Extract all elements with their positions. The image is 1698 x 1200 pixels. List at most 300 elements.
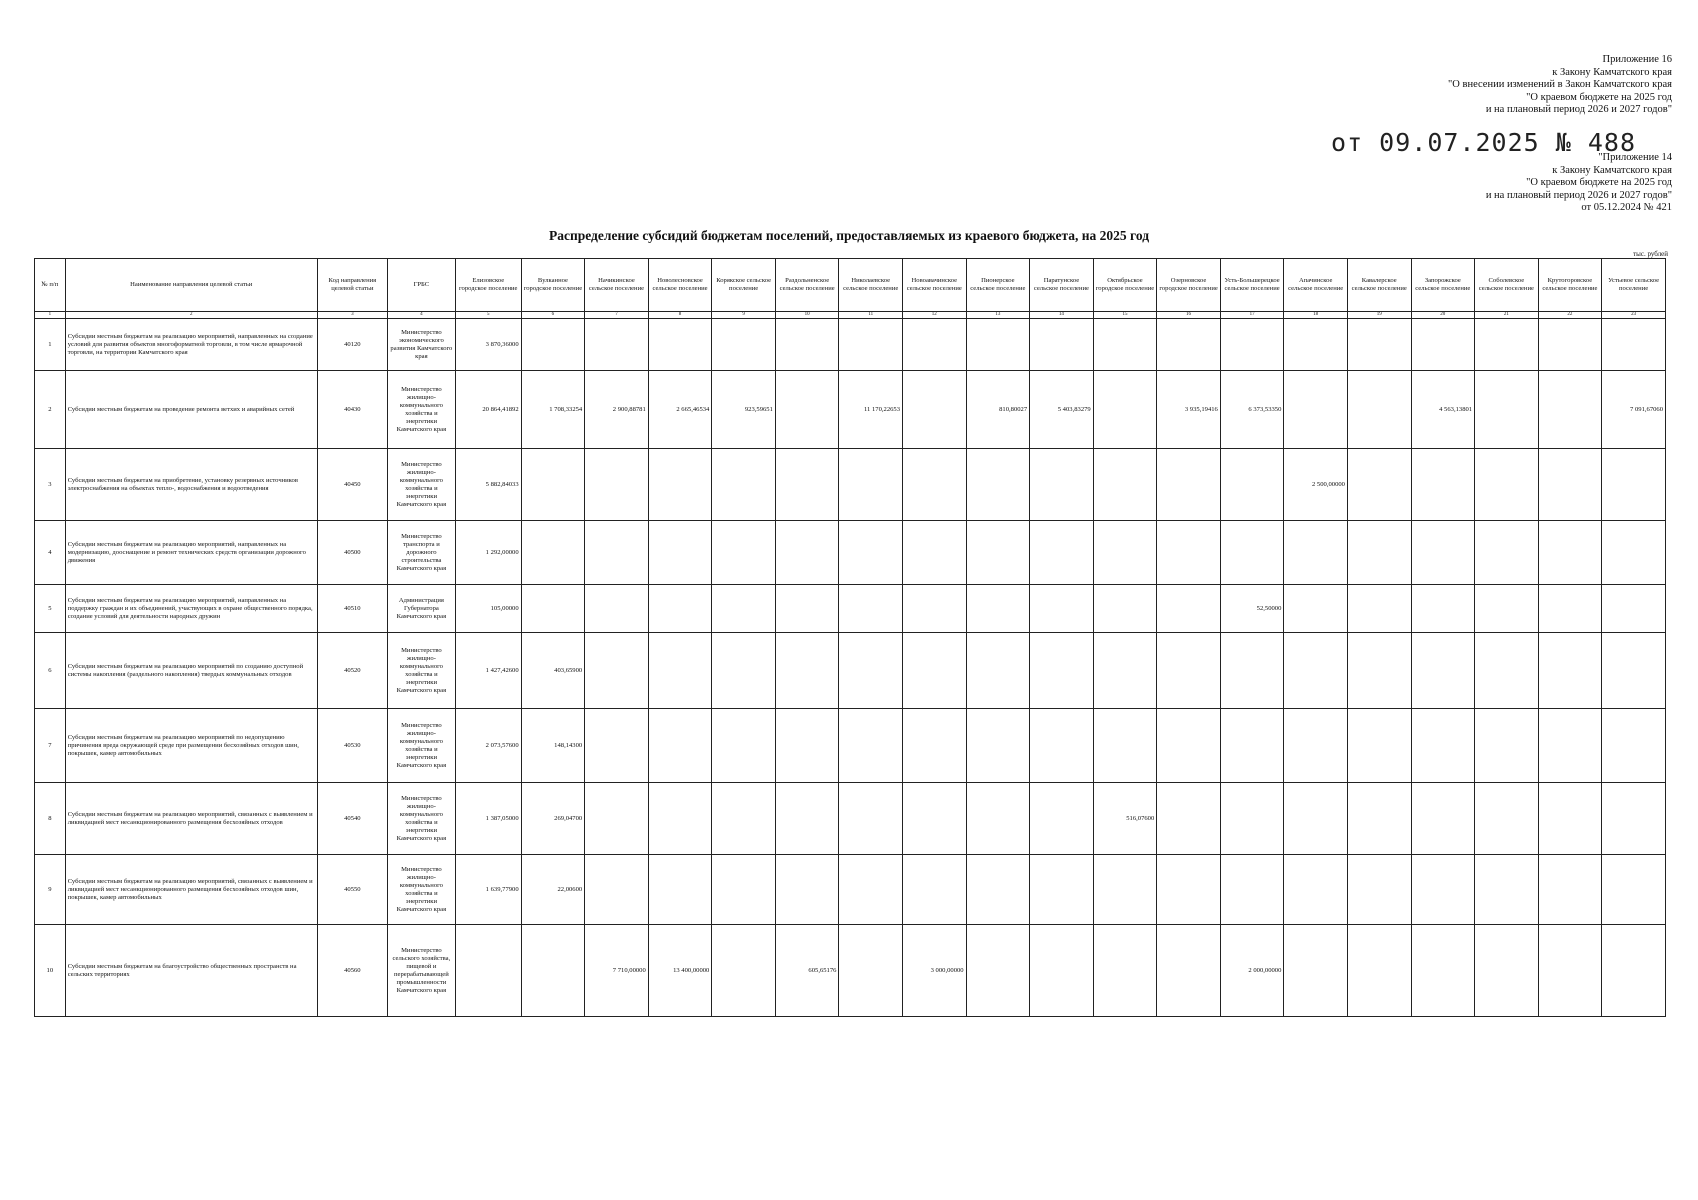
target-item-code-cell: 40540 (317, 783, 387, 855)
amount-cell (1030, 449, 1094, 521)
amount-cell (1538, 521, 1602, 585)
amount-cell (648, 585, 712, 633)
column-header: Устьевое сельское поселение (1602, 259, 1666, 312)
amount-cell (966, 521, 1030, 585)
amount-cell (712, 633, 776, 709)
amount-cell (585, 633, 649, 709)
grbs-cell: Министерство жилищно-коммунального хозяйства и энергетики Камчатского края (387, 783, 455, 855)
amount-cell (1347, 521, 1411, 585)
amount-cell (775, 319, 839, 371)
amount-cell: 105,00000 (455, 585, 521, 633)
grbs-cell: Министерство жилищно-коммунального хозяйства и энергетики Камчатского края (387, 709, 455, 783)
amount-cell (585, 585, 649, 633)
amount-cell (712, 449, 776, 521)
column-number: 13 (966, 312, 1030, 319)
table-row (35, 521, 1666, 585)
column-number: 18 (1284, 312, 1348, 319)
amount-cell (1220, 319, 1284, 371)
column-header: Октябрьское городское поселение (1093, 259, 1157, 312)
target-item-name-cell: Субсидии местным бюджетам на реализацию мероприятий, связанных с выявлением и ликвидацией мест несанкционированного размещения бесхозяйных отходов (65, 783, 317, 855)
amount-cell (1411, 521, 1475, 585)
table-row (35, 449, 1666, 521)
amount-cell (1602, 585, 1666, 633)
amount-cell (712, 783, 776, 855)
amount-cell (1538, 633, 1602, 709)
amount-cell (839, 709, 903, 783)
amount-cell (1475, 449, 1539, 521)
amount-cell (966, 709, 1030, 783)
original-appendix-header (1486, 152, 1672, 215)
appendix-line: от 05.12.2024 № 421 (1581, 202, 1672, 213)
column-number: 11 (839, 312, 903, 319)
amount-cell: 11 170,22653 (839, 371, 903, 449)
amount-cell (1220, 633, 1284, 709)
amount-cell (1030, 633, 1094, 709)
amount-cell (775, 783, 839, 855)
amount-cell (775, 449, 839, 521)
appendix-line: "Приложение 14 (1598, 152, 1672, 163)
amount-cell (839, 449, 903, 521)
amount-cell (903, 633, 967, 709)
amount-cell (1220, 521, 1284, 585)
amount-cell (1602, 319, 1666, 371)
column-header: Усть-Большерецкое сельское поселение (1220, 259, 1284, 312)
amount-cell (1220, 449, 1284, 521)
amount-cell (903, 319, 967, 371)
amount-cell (1157, 585, 1221, 633)
amount-cell (1093, 709, 1157, 783)
amount-cell (1411, 449, 1475, 521)
appendix-line: "О краевом бюджете на 2025 год (1526, 91, 1672, 103)
units-label: тыс. рублей (1633, 250, 1668, 258)
appendix-line: к Закону Камчатского края (1552, 164, 1672, 176)
amount-cell (1093, 449, 1157, 521)
amount-cell (839, 925, 903, 1017)
amount-cell (1538, 925, 1602, 1017)
subsidy-distribution-table (34, 258, 1666, 1017)
column-number: 21 (1475, 312, 1539, 319)
column-header: Крутогоровское сельское поселение (1538, 259, 1602, 312)
amount-cell: 1 708,33254 (521, 371, 585, 449)
column-header: Начикинское сельское поселение (585, 259, 649, 312)
column-number: 6 (521, 312, 585, 319)
amount-cell: 1 387,05000 (455, 783, 521, 855)
amount-cell (839, 319, 903, 371)
amount-cell (1411, 633, 1475, 709)
amount-cell (1347, 855, 1411, 925)
amount-cell (1411, 319, 1475, 371)
amount-cell (585, 521, 649, 585)
amount-cell (648, 855, 712, 925)
column-header: Новолесновское сельское поселение (648, 259, 712, 312)
amount-cell: 7 091,67060 (1602, 371, 1666, 449)
grbs-cell: Министерство жилищно-коммунального хозяйства и энергетики Камчатского края (387, 633, 455, 709)
amount-cell (585, 855, 649, 925)
amount-cell (903, 855, 967, 925)
target-item-name-cell: Субсидии местным бюджетам на реализацию мероприятий, связанных с выявлением и ликвидацией мест несанкционированного размещения бесхозяйных отходов шин, покрышек, камер автомобильных (65, 855, 317, 925)
amount-cell (455, 925, 521, 1017)
row-number-cell: 6 (35, 633, 66, 709)
amount-cell (1411, 855, 1475, 925)
amount-cell (1157, 521, 1221, 585)
table-row (35, 371, 1666, 449)
law-date-number-stamp: от 09.07.2025 № 488 (1331, 128, 1636, 157)
amount-cell (1030, 319, 1094, 371)
column-header: Наименование направления целевой статьи (65, 259, 317, 312)
table-row (35, 925, 1666, 1017)
column-header: Запорожское сельское поселение (1411, 259, 1475, 312)
column-number: 15 (1093, 312, 1157, 319)
amount-cell (1475, 585, 1539, 633)
amount-cell (966, 449, 1030, 521)
amount-cell (1411, 585, 1475, 633)
target-item-name-cell: Субсидии местным бюджетам на проведение ремонта ветхих и аварийных сетей (65, 371, 317, 449)
table-row (35, 783, 1666, 855)
amount-cell (1475, 521, 1539, 585)
amount-cell (966, 633, 1030, 709)
amount-cell (1475, 925, 1539, 1017)
amount-cell (1157, 319, 1221, 371)
amount-cell (1347, 709, 1411, 783)
column-number: 1 (35, 312, 66, 319)
amount-cell (966, 783, 1030, 855)
amount-cell (1093, 371, 1157, 449)
amount-cell (1284, 585, 1348, 633)
column-number: 22 (1538, 312, 1602, 319)
appendix-line: и на плановый период 2026 и 2027 годов" (1485, 104, 1672, 115)
amount-cell (1538, 319, 1602, 371)
column-number: 2 (65, 312, 317, 319)
amount-cell (1347, 449, 1411, 521)
amount-cell (1030, 709, 1094, 783)
amount-cell (903, 371, 967, 449)
amount-cell (1093, 855, 1157, 925)
amount-cell (775, 709, 839, 783)
amount-cell (903, 709, 967, 783)
target-item-code-cell: 40120 (317, 319, 387, 371)
amount-cell: 516,07600 (1093, 783, 1157, 855)
amount-cell (775, 521, 839, 585)
amount-cell (1284, 925, 1348, 1017)
amount-cell: 3 000,00000 (903, 925, 967, 1017)
amount-cell (648, 783, 712, 855)
amount-cell (966, 585, 1030, 633)
amount-cell: 2 900,88781 (585, 371, 649, 449)
amount-cell (585, 319, 649, 371)
column-number: 5 (455, 312, 521, 319)
amount-cell (1093, 585, 1157, 633)
amount-cell (903, 783, 967, 855)
amount-cell: 13 400,00000 (648, 925, 712, 1017)
amount-cell (1157, 449, 1221, 521)
table-row (35, 709, 1666, 783)
table-body (35, 319, 1666, 1017)
column-number: 10 (775, 312, 839, 319)
amount-cell: 5 403,83279 (1030, 371, 1094, 449)
amount-cell (1030, 783, 1094, 855)
target-item-code-cell: 40560 (317, 925, 387, 1017)
column-number: 7 (585, 312, 649, 319)
amount-cell (648, 709, 712, 783)
target-item-code-cell: 40500 (317, 521, 387, 585)
amount-cell (1538, 855, 1602, 925)
amount-cell (903, 521, 967, 585)
row-number-cell: 1 (35, 319, 66, 371)
amount-cell (1347, 371, 1411, 449)
amount-cell (1411, 925, 1475, 1017)
amount-cell (1411, 783, 1475, 855)
column-number: 23 (1602, 312, 1666, 319)
amount-cell (1030, 855, 1094, 925)
target-item-name-cell: Субсидии местным бюджетам на реализацию мероприятий по созданию доступной системы накопления (раздельного накопления) твердых коммунальных отходов (65, 633, 317, 709)
amount-cell: 7 710,00000 (585, 925, 649, 1017)
column-header: Кавалерское сельское поселение (1347, 259, 1411, 312)
grbs-cell: Министерство транспорта и дорожного строительства Камчатского края (387, 521, 455, 585)
amount-cell (1093, 925, 1157, 1017)
column-header: Код направления целевой статьи (317, 259, 387, 312)
amount-cell (775, 855, 839, 925)
amount-cell (585, 449, 649, 521)
amount-cell: 6 373,53350 (1220, 371, 1284, 449)
amount-cell: 52,50000 (1220, 585, 1284, 633)
amount-cell (1284, 319, 1348, 371)
table-row (35, 633, 1666, 709)
column-header: Пионерское сельское поселение (966, 259, 1030, 312)
amount-cell (966, 925, 1030, 1017)
appendix-line: "О краевом бюджете на 2025 год (1526, 177, 1672, 188)
amount-cell: 1 427,42600 (455, 633, 521, 709)
amount-cell (1030, 925, 1094, 1017)
target-item-name-cell: Субсидии местным бюджетам на реализацию мероприятий, направленных на модернизацию, дооснащение и ремонт технических средств организации дорожного движения (65, 521, 317, 585)
column-header: ГРБС (387, 259, 455, 312)
target-item-name-cell: Субсидии местным бюджетам на благоустройство общественных пространств на сельских территориях (65, 925, 317, 1017)
amount-cell (712, 585, 776, 633)
amount-cell (1157, 925, 1221, 1017)
amount-cell (966, 855, 1030, 925)
appendix-line: Приложение 16 (1602, 54, 1672, 65)
amount-cell: 148,14300 (521, 709, 585, 783)
column-number: 17 (1220, 312, 1284, 319)
table-row (35, 855, 1666, 925)
amount-cell (1093, 521, 1157, 585)
grbs-cell: Администрация Губернатора Камчатского края (387, 585, 455, 633)
target-item-code-cell: 40520 (317, 633, 387, 709)
amount-cell (648, 449, 712, 521)
amount-cell (521, 319, 585, 371)
amount-cell (1411, 709, 1475, 783)
appendix-line: к Закону Камчатского края (1552, 66, 1672, 78)
column-numbers-row (35, 312, 1666, 319)
amount-cell (1220, 709, 1284, 783)
column-number: 12 (903, 312, 967, 319)
row-number-cell: 8 (35, 783, 66, 855)
amount-cell (1157, 783, 1221, 855)
grbs-cell: Министерство жилищно-коммунального хозяйства и энергетики Камчатского края (387, 855, 455, 925)
amount-cell (585, 783, 649, 855)
amount-cell (712, 925, 776, 1017)
amount-cell (839, 783, 903, 855)
amount-cell: 810,80027 (966, 371, 1030, 449)
amount-cell (1475, 633, 1539, 709)
grbs-cell: Министерство жилищно-коммунального хозяйства и энергетики Камчатского края (387, 449, 455, 521)
column-header: Раздольненское сельское поселение (775, 259, 839, 312)
amount-cell (1475, 319, 1539, 371)
target-item-code-cell: 40550 (317, 855, 387, 925)
amount-cell (712, 709, 776, 783)
column-header: Озерновское городское поселение (1157, 259, 1221, 312)
amount-cell (1157, 633, 1221, 709)
target-item-name-cell: Субсидии местным бюджетам на реализацию мероприятий, направленных на поддержку граждан и их объединений, участвующих в охране общественного порядка, создание условий для деятельности народных дружин (65, 585, 317, 633)
amount-cell (648, 633, 712, 709)
column-number: 4 (387, 312, 455, 319)
amount-cell (1284, 521, 1348, 585)
row-number-cell: 5 (35, 585, 66, 633)
amount-cell (1284, 783, 1348, 855)
column-header: Новоавачинское сельское поселение (903, 259, 967, 312)
target-item-name-cell: Субсидии местным бюджетам на реализацию мероприятий, направленных на создание условий для развития объектов многоформатной торговли, в том числе ярмарочной торговли, на территории Камчатского края (65, 319, 317, 371)
amount-cell (1602, 521, 1666, 585)
amount-cell: 2 500,00000 (1284, 449, 1348, 521)
amount-cell: 1 292,00000 (455, 521, 521, 585)
amount-cell (775, 585, 839, 633)
amount-cell (712, 855, 776, 925)
amount-cell (966, 319, 1030, 371)
amount-cell (1284, 855, 1348, 925)
amount-cell (1475, 709, 1539, 783)
amount-cell (1602, 449, 1666, 521)
grbs-cell: Министерство сельского хозяйства, пищевой и перерабатывающей промышленности Камчатского края (387, 925, 455, 1017)
amount-cell (839, 633, 903, 709)
column-header: Соболевское сельское поселение (1475, 259, 1539, 312)
amount-cell (1538, 585, 1602, 633)
header-row (35, 259, 1666, 312)
column-header: Апачинское сельское поселение (1284, 259, 1348, 312)
amount-cell (712, 521, 776, 585)
amount-cell (521, 925, 585, 1017)
amount-cell (1030, 521, 1094, 585)
amount-cell (1284, 633, 1348, 709)
amount-cell (521, 521, 585, 585)
amount-cell: 403,65900 (521, 633, 585, 709)
amount-cell (712, 319, 776, 371)
target-item-name-cell: Субсидии местным бюджетам на приобретение, установку резервных источников электроснабжения на объектах тепло-, водоснабжения и водоотведения (65, 449, 317, 521)
amount-cell (1475, 783, 1539, 855)
amount-cell (1030, 585, 1094, 633)
amount-cell (839, 585, 903, 633)
grbs-cell: Министерство экономического развития Камчатского края (387, 319, 455, 371)
amount-cell (1602, 633, 1666, 709)
amount-cell: 2 073,57600 (455, 709, 521, 783)
amount-cell: 3 935,19416 (1157, 371, 1221, 449)
amount-cell (1475, 371, 1539, 449)
target-item-code-cell: 40430 (317, 371, 387, 449)
column-header: Корякское сельское поселение (712, 259, 776, 312)
row-number-cell: 4 (35, 521, 66, 585)
amount-cell: 2 000,00000 (1220, 925, 1284, 1017)
appendix-line: и на плановый период 2026 и 2027 годов" (1485, 189, 1672, 201)
row-number-cell: 10 (35, 925, 66, 1017)
appendix-header (1448, 54, 1672, 117)
target-item-name-cell: Субсидии местным бюджетам на реализацию мероприятий по недопущению причинения вреда окружающей среде при размещении бесхозяйных отходов шин, покрышек, камер автомобильных (65, 709, 317, 783)
amount-cell: 4 563,13801 (1411, 371, 1475, 449)
amount-cell (903, 449, 967, 521)
row-number-cell: 7 (35, 709, 66, 783)
column-number: 19 (1347, 312, 1411, 319)
column-number: 9 (712, 312, 776, 319)
amount-cell: 3 870,36000 (455, 319, 521, 371)
column-header: Николаевское сельское поселение (839, 259, 903, 312)
column-number: 8 (648, 312, 712, 319)
amount-cell (521, 449, 585, 521)
table-row (35, 585, 1666, 633)
amount-cell (648, 521, 712, 585)
amount-cell: 20 864,41892 (455, 371, 521, 449)
amount-cell: 269,04700 (521, 783, 585, 855)
amount-cell: 923,59651 (712, 371, 776, 449)
amount-cell: 605,65176 (775, 925, 839, 1017)
target-item-code-cell: 40450 (317, 449, 387, 521)
amount-cell (1157, 855, 1221, 925)
amount-cell (1602, 709, 1666, 783)
amount-cell (1220, 855, 1284, 925)
appendix-line: "О внесении изменений в Закон Камчатского края (1448, 79, 1672, 90)
column-header: Паратунское сельское поселение (1030, 259, 1094, 312)
amount-cell (1538, 783, 1602, 855)
amount-cell (839, 855, 903, 925)
amount-cell (1220, 783, 1284, 855)
row-number-cell: 3 (35, 449, 66, 521)
row-number-cell: 2 (35, 371, 66, 449)
amount-cell: 2 665,46534 (648, 371, 712, 449)
column-number: 20 (1411, 312, 1475, 319)
amount-cell (521, 585, 585, 633)
amount-cell (775, 371, 839, 449)
amount-cell (1538, 449, 1602, 521)
grbs-cell: Министерство жилищно-коммунального хозяйства и энергетики Камчатского края (387, 371, 455, 449)
column-header: Вулканное городское поселение (521, 259, 585, 312)
amount-cell (1602, 855, 1666, 925)
amount-cell (1284, 709, 1348, 783)
amount-cell (1347, 585, 1411, 633)
amount-cell: 1 639,77900 (455, 855, 521, 925)
target-item-code-cell: 40530 (317, 709, 387, 783)
amount-cell (1093, 633, 1157, 709)
amount-cell (775, 633, 839, 709)
amount-cell (585, 709, 649, 783)
column-header: № п/п (35, 259, 66, 312)
amount-cell (1284, 371, 1348, 449)
amount-cell (1347, 925, 1411, 1017)
amount-cell (1347, 319, 1411, 371)
amount-cell (903, 585, 967, 633)
column-number: 16 (1157, 312, 1221, 319)
document-title: Распределение субсидий бюджетам поселений, предоставляемых из краевого бюджета, на 2025 год (548, 228, 1150, 243)
amount-cell: 5 882,84033 (455, 449, 521, 521)
column-header: Елизовское городское поселение (455, 259, 521, 312)
amount-cell (1602, 783, 1666, 855)
row-number-cell: 9 (35, 855, 66, 925)
amount-cell (1538, 371, 1602, 449)
amount-cell (839, 521, 903, 585)
target-item-code-cell: 40510 (317, 585, 387, 633)
column-number: 14 (1030, 312, 1094, 319)
amount-cell (1475, 855, 1539, 925)
amount-cell (1347, 783, 1411, 855)
table-row (35, 319, 1666, 371)
amount-cell: 22,00600 (521, 855, 585, 925)
column-number: 3 (317, 312, 387, 319)
amount-cell (648, 319, 712, 371)
